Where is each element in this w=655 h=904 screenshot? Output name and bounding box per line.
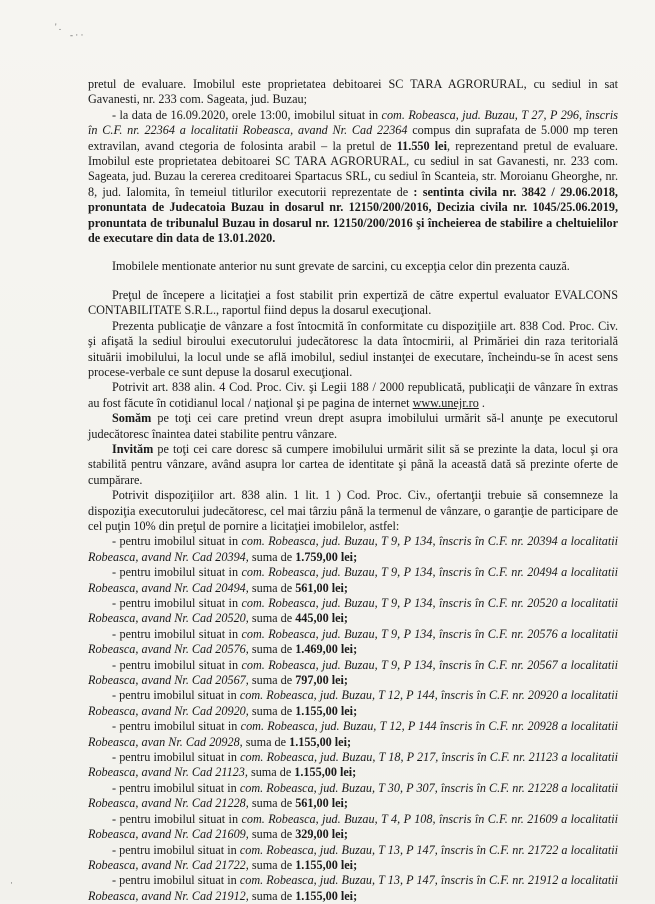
guarantee-item: - pentru imobilul situat in com. Robeasca, jud. Buzau, T 4, P 108, înscris în C.F. nr. 21609 a localitatii Robeasca, avand Nr. Cad 21609, suma de 329,00 lei; — [88, 811, 619, 842]
invitation-text: pe toţi cei care doresc să cumpere imobilului urmărit silit să se prezinte la data, locul şi ora stabilită pentru vânzare, având asupra lor cartea de identitate şi până la această dată să prezinte oferte de cumpărare. — [88, 441, 618, 487]
scan-mark-corner: · — [10, 878, 13, 888]
guarantee-item: - pentru imobilul situat in com. Robeasca, jud. Buzau, T 9, P 134, înscris în C.F. nr. 20520 a localitatii Robeasca, avand Nr. Cad 20520, suma de 445,00 lei; — [88, 596, 619, 626]
guarantee-item: - pentru imobilul situat in com. Robeasca, jud. Buzau, T 13, P 147, înscris în C.F. nr. 21912 a localitatii Robeasca, avand Nr. Cad 21912, suma de 1.155,00 lei; — [88, 873, 618, 903]
extract-publication-text: Potrivit art. 838 alin. 4 Cod. Proc. Civ. şi Legii 188 / 2000 republicată, publicaţii de vânzare în extras au fost făcute în cotidianul local / naţional şi pe pagina de internet — [88, 380, 618, 410]
auction-debtor-creditor: , reprezentand pretul de evaluare. Imobilul este proprietatea debitoarei SC TARA AGRORURAL, cu sediul in sat Gavanesti, nr. 233 com. Sageata, jud. Buzau la cererea creditoarei Spartacus SRL, cu sediul în Scanteia, str. Moroianu Gheorghe, nr. 8, jud. Ialomita, în temeiul titlurilor executorii reprezentate de — [88, 138, 618, 199]
guarantee-item: - pentru imobilul situat in com. Robeasca, jud. Buzau, T 13, P 147, înscris în C.F. nr. 21722 a localitatii Robeasca, avand Nr. Cad 21722, suma de 1.155,00 lei; — [88, 842, 618, 872]
paragraph-extract-publication — [88, 380, 618, 411]
summons-text: pe toţi cei care pretind vreun drept asupra imobilului urmărit să-l anunţe pe executorul judecătoresc înaintea datei stabilite pentru vânzare. — [88, 411, 618, 441]
scan-mark-dash: - · · — [70, 30, 84, 40]
paragraph-invitation — [88, 442, 618, 488]
paragraph-guarantee: Potrivit dispoziţiilor art. 838 alin. 1 lit. 1 ) Cod. Proc. Civ., ofertanţii trebuie să consemneze la dispoziţia executorului judecătoresc, cel mai târziu până la termenul de vânzare, o garanţie de participare de cel puţin 10% din preţul de pornire a licitaţiei imobilelor, astfel: — [88, 488, 618, 533]
auction-price: 11.550 lei — [396, 138, 447, 153]
guarantee-list — [88, 534, 618, 904]
guarantee-item: - pentru imobilul situat in com. Robeasca, jud. Buzau, T 18, P 217, înscris în C.F. nr. 21123 a localitatii Robeasca, avand Nr. Cad 21123, suma de 1.155,00 lei; — [88, 750, 618, 780]
paragraph-auction-date — [88, 108, 618, 247]
summons-keyword: Somăm — [112, 411, 152, 426]
paragraph-evaluation-end: pretul de evaluare. Imobilul este proprietatea debitoarei SC TARA AGRORURAL, cu sediul in sat Gavanesti, nr. 233 com. Sageata, jud. Buzau; — [88, 77, 618, 107]
extract-publication-end: . — [478, 395, 485, 410]
website-link[interactable]: www.unejr.ro — [412, 395, 479, 410]
auction-date-text: - la data de 16.09.2020, orele 13:00, imobilul situat in — [112, 107, 382, 122]
invitation-keyword: Invităm — [112, 441, 154, 456]
enforcement-titles: : sentinta civila nr. 3842 / 29.06.2018, pronuntata de Judecatoia Buzau in dosarul nr. 12150/200/2016, Decizia civila nr. 1045/25.06.2019, pronuntata de tribunalul Buzau in dosarul nr. 12150/200/2016 şi încheierea de stabilire a cheltuielilor de executare din data de 13.01.2020. — [88, 184, 618, 246]
guarantee-item: - pentru imobilul situat in com. Robeasca, jud. Buzau, T 9, P 134, înscris în C.F. nr. 20576 a localitatii Robeasca, avand Nr. Cad 20576, suma de 1.469,00 lei; — [88, 626, 619, 657]
auction-property-description: compus din suprafata de 5.000 mp teren extravilan, avand ctegoria de folosinta arabil – la pretul de — [88, 123, 618, 153]
paragraph-encumbrances: Imobilele mentionate anterior nu sunt grevate de sarcini, cu excepţia celor din prezenta cauză. — [112, 259, 570, 274]
paragraph-publication: Prezenta publicaţie de vânzare a fost întocmită în conformitate cu dispoziţiile art. 838 Cod. Proc. Civ. şi afişată la sediul biroului executorului judecătoresc la data întocmirii, al Primăriei din raza teritorială situării imobilului, la locul unde se află imobilul, sediul instanţei de executare, încheindu-se în acest sens procese-verbale ce sunt depuse la dosarul execuţional. — [88, 318, 618, 379]
guarantee-item: - pentru imobilul situat in com. Robeasca, jud. Buzau, T 12, P 144 înscris în C.F. nr. 20928 a localitatii Robeasca, avan Nr. Cad 20928, suma de 1.155,00 lei; — [88, 719, 618, 749]
guarantee-item: - pentru imobilul situat in com. Robeasca, jud. Buzau, T 12, P 144, înscris în C.F. nr. 20920 a localitatii Robeasca, avand Nr. Cad 20920, suma de 1.155,00 lei; — [88, 688, 618, 718]
document-body — [88, 77, 618, 904]
guarantee-item: - pentru imobilul situat in com. Robeasca, jud. Buzau, T 30, P 307, înscris în C.F. nr. 21228 a localitatii Robeasca, avand Nr. Cad 21228, suma de 561,00 lei; — [88, 780, 618, 811]
guarantee-item: - pentru imobilul situat in com. Robeasca, jud. Buzau, T 9, P 134, înscris în C.F. nr. 20494 a localitatii Robeasca, avand Nr. Cad 20494, suma de 561,00 lei; — [88, 565, 619, 595]
paragraph-starting-price: Preţul de începere a licitaţiei a fost stabilit prin expertiză de către expertul evaluator EVALCONS CONTABILITATE S.R.L., raportul fiind depus la dosarul execuţional. — [88, 287, 618, 318]
scan-mark-top: ' . — [55, 22, 62, 32]
guarantee-item: - pentru imobilul situat in com. Robeasca, jud. Buzau, T 9, P 134, înscris în C.F. nr. 20567 a localitatii Robeasca, avand Nr. Cad 20567, suma de 797,00 lei; — [88, 657, 619, 688]
auction-property-location: com. Robeasca, jud. Buzau, T 27, P 296, înscris în C.F. nr. 22364 a localitatii Robeasca, avand Nr. Cad 22364 — [88, 107, 618, 138]
guarantee-item: - pentru imobilul situat in com. Robeasca, jud. Buzau, T 9, P 134, înscris în C.F. nr. 20394 a localitatii Robeasca, avand Nr. Cad 20394, suma de 1.759,00 lei; — [88, 534, 619, 564]
paragraph-summons — [88, 411, 618, 442]
